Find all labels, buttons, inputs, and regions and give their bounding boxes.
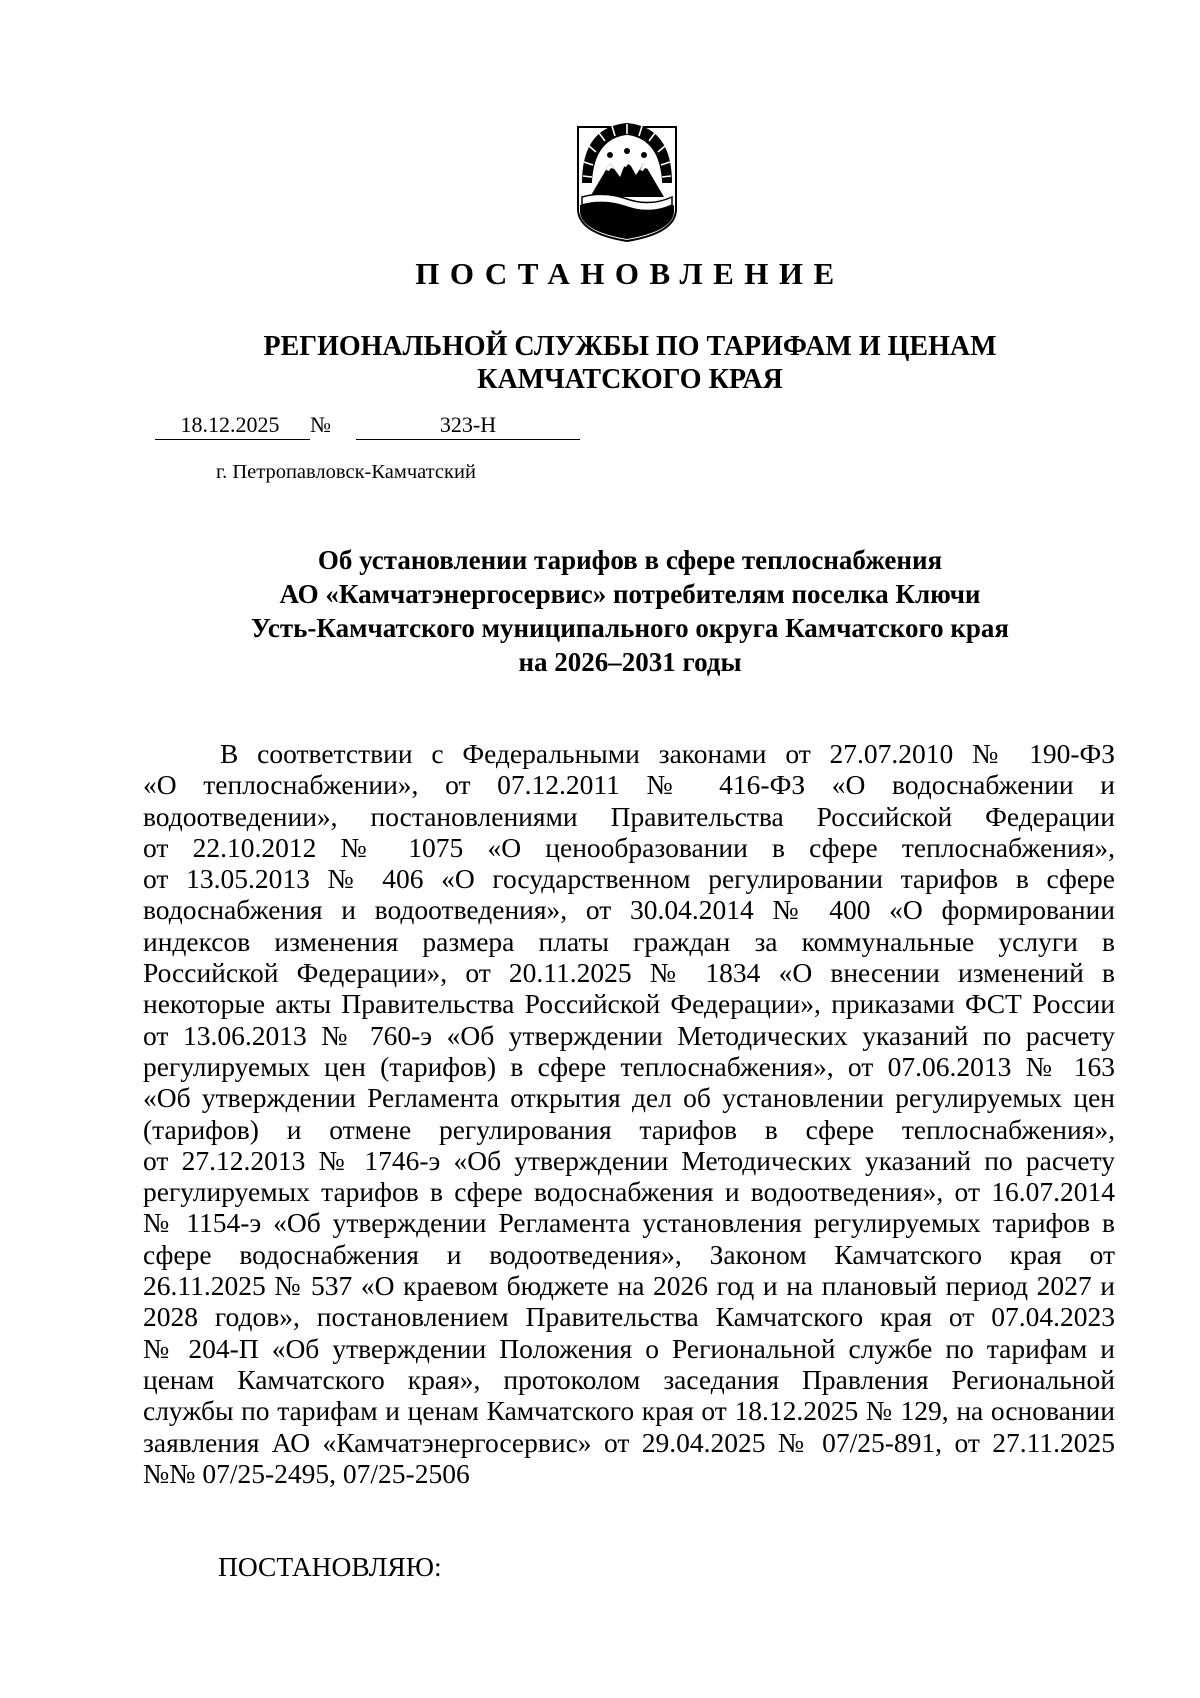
paragraph-line: заявления АО «Камчатэнергосервис» от 29.04.2025 № 07/25-891, от 27.11.2025	[143, 1426, 1115, 1458]
paragraph-line: сфере водоснабжения и водоотведения», Законом Камчатского края от	[143, 1238, 1115, 1270]
subject-line: Усть-Камчатского муниципального округа Камчатского края	[250, 613, 1010, 643]
document-date: 18.12.2025	[180, 412, 280, 437]
paragraph-line: от 13.05.2013 № 406 «О государственном регулировании тарифов в сфере	[143, 863, 1115, 895]
paragraph-line: «О теплоснабжении», от 07.12.2011 № 416-ФЗ «О водоснабжении и	[143, 769, 1115, 801]
number-underline	[356, 439, 580, 440]
subject-line: Об установлении тарифов в сфере теплоснабжения	[317, 545, 943, 575]
paragraph-line: от 22.10.2012 № 1075 «О ценообразовании в сфере теплоснабжения»,	[143, 831, 1115, 863]
city-name: г. Петропавловск-Камчатский	[216, 461, 476, 483]
paragraph-line: ценам Камчатского края», протоколом заседания Правления Региональной	[143, 1363, 1115, 1395]
document-number: 323-Н	[439, 412, 497, 437]
coat-of-arms-icon	[574, 113, 680, 243]
paragraph-line: индексов изменения размера платы граждан за коммунальные услуги в	[143, 925, 1115, 957]
resolution-word: ПОСТАНОВЛЯЮ:	[218, 1551, 442, 1582]
paragraph-line: №№ 07/25-2495, 07/25-2506	[143, 1457, 470, 1489]
authority-line: КАМЧАТСКОГО КРАЯ	[477, 364, 783, 395]
paragraph-line: 2028 годов», постановлением Правительства Камчатского края от 07.04.2023	[143, 1301, 1115, 1333]
document-subject	[200, 543, 1060, 679]
paragraph-line: 26.11.2025 № 537 «О краевом бюджете на 2026 год и на плановый период 2027 и	[143, 1270, 1115, 1302]
number-label: №	[310, 412, 331, 437]
paragraph-line: В соответствии с Федеральными законами от 27.07.2010 № 190-ФЗ	[220, 738, 1115, 769]
subject-line: на 2026–2031 годы	[518, 647, 742, 677]
document-type-heading: ПОСТАНОВЛЕНИЕ	[415, 256, 845, 291]
subject-line: АО «Камчатэнергосервис» потребителям поселка Ключи	[279, 579, 981, 609]
paragraph-line: службы по тарифам и ценам Камчатского края от 18.12.2025 № 129, на основании	[143, 1395, 1115, 1427]
paragraph-line: «Об утверждении Регламента открытия дел об установлении регулируемых цен	[143, 1082, 1115, 1114]
paragraph-line: от 13.06.2013 № 760-э «Об утверждении Методических указаний по расчету	[143, 1019, 1115, 1051]
date-underline	[155, 439, 310, 440]
paragraph-line: водоснабжения и водоотведения», от 30.04.2014 № 400 «О формировании	[143, 894, 1115, 926]
preamble-paragraph	[143, 738, 1115, 1489]
authority-line: РЕГИОНАЛЬНОЙ СЛУЖБЫ ПО ТАРИФАМ И ЦЕНАМ	[263, 331, 997, 362]
paragraph-line: водоотведении», постановлениями Правительства Российской Федерации	[143, 800, 1115, 832]
paragraph-line: от 27.12.2013 № 1746-э «Об утверждении Методических указаний по расчету	[143, 1144, 1115, 1176]
paragraph-line: (тарифов) и отмене регулирования тарифов в сфере теплоснабжения»,	[143, 1113, 1115, 1145]
paragraph-line: регулируемых цен (тарифов) в сфере теплоснабжения», от 07.06.2013 № 163	[143, 1050, 1115, 1082]
paragraph-line: Российской Федерации», от 20.11.2025 № 1834 «О внесении изменений в	[143, 957, 1115, 989]
paragraph-line: некоторые акты Правительства Российской Федерации», приказами ФСТ России	[143, 988, 1115, 1020]
paragraph-line: регулируемых тарифов в сфере водоснабжения и водоотведения», от 16.07.2014	[143, 1176, 1115, 1208]
paragraph-line: № 1154-э «Об утверждении Регламента установления регулируемых тарифов в	[143, 1207, 1115, 1239]
paragraph-line: № 204-П «Об утверждении Положения о Региональной службе по тарифам и	[143, 1332, 1115, 1364]
issuing-authority	[150, 330, 1110, 396]
